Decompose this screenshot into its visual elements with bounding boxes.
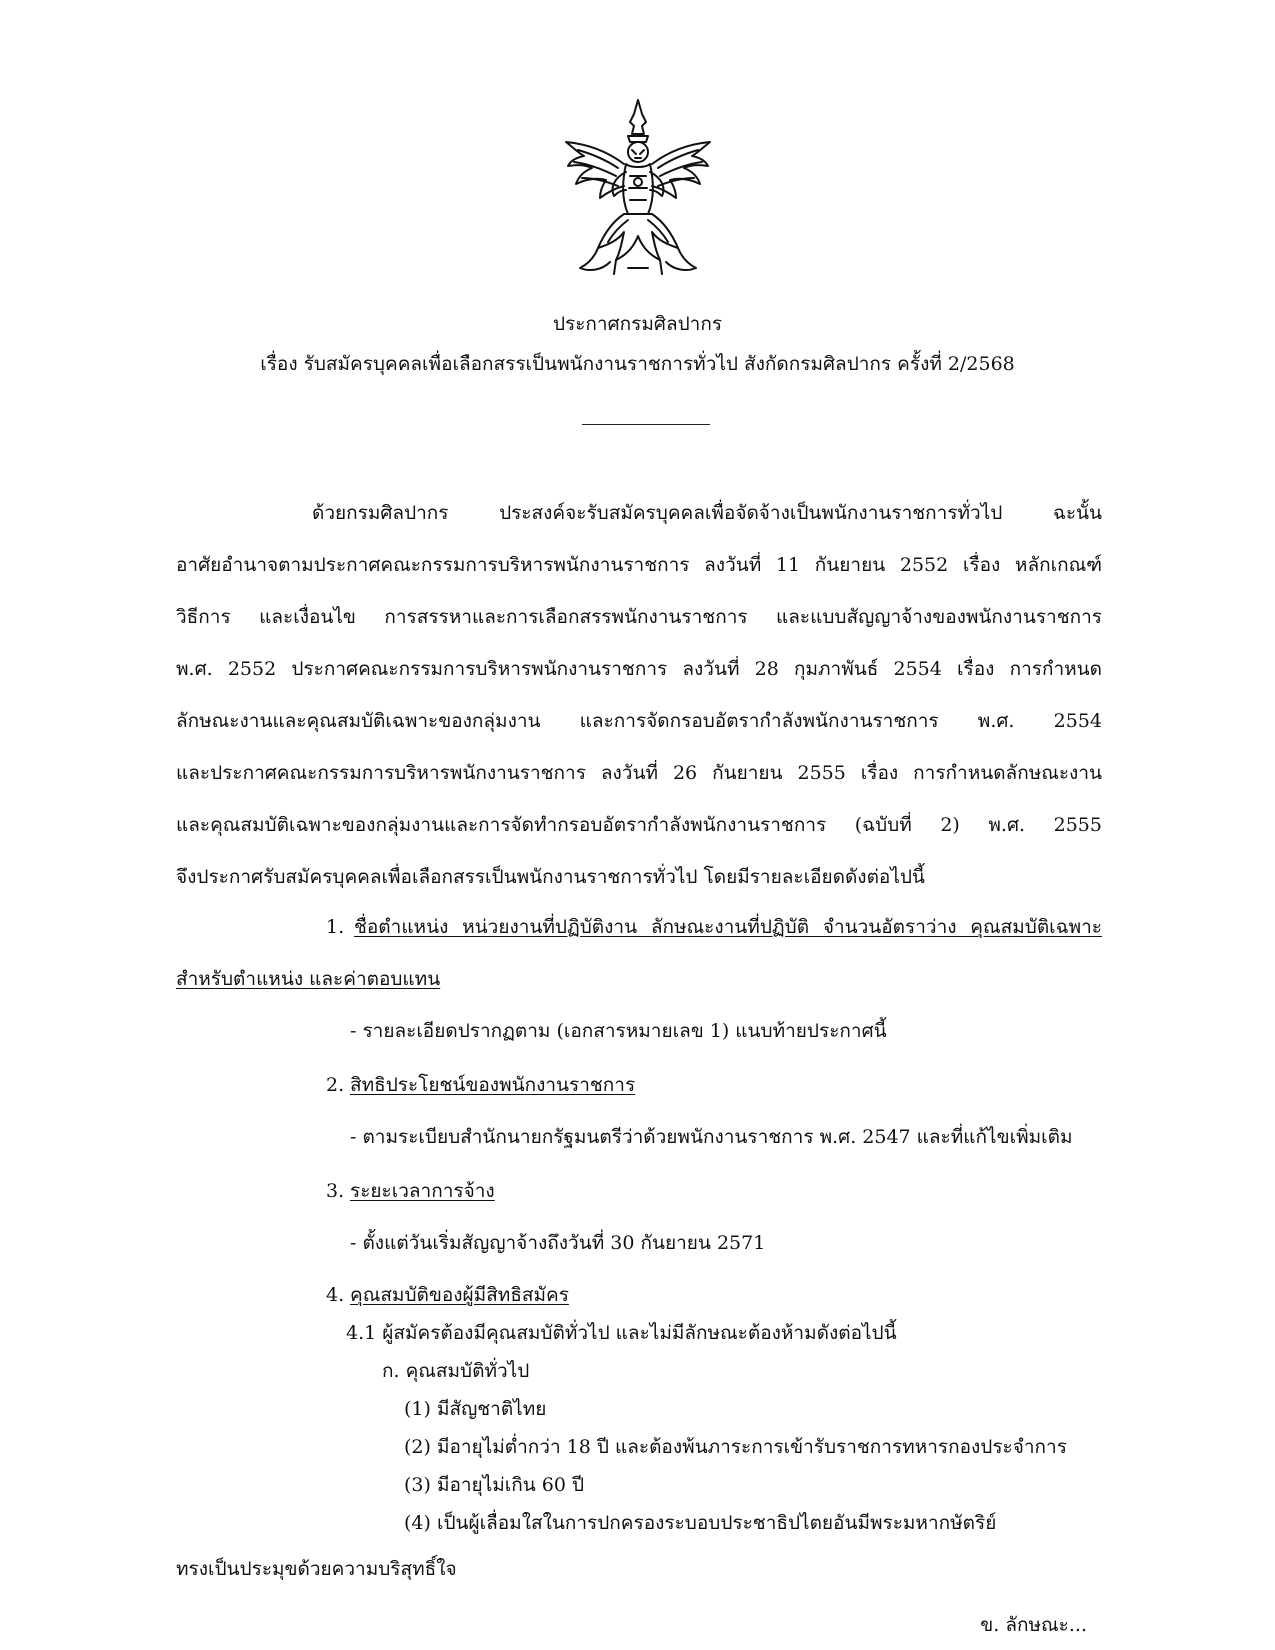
section-3-number: 3. [326, 1180, 345, 1202]
section-1-detail: - รายละเอียดปรากฏตาม (เอกสารหมายเลข 1) แนบท้ายประกาศนี้ [350, 1020, 887, 1042]
qualification-item: (1) มีสัญชาติไทย [404, 1398, 547, 1420]
page-continuation: ข. ลักษณะ... [980, 1614, 1087, 1636]
garuda-emblem-icon [558, 92, 718, 282]
section-1-number: 1. [326, 916, 345, 938]
qualification-item: (3) มีอายุไม่เกิน 60 ปี [404, 1474, 585, 1496]
announcement-subject: เรื่อง รับสมัครบุคคลเพื่อเลือกสรรเป็นพนักงานราชการทั่วไป สังกัดกรมศิลปากร ครั้งที่ 2/2568 [260, 353, 1015, 375]
intro-line-7: และคุณสมบัติเฉพาะของกลุ่มงานและการจัดทำกรอบอัตรากำลังพนักงานราชการ (ฉบับที่ 2) พ.ศ. 2555 [176, 814, 1102, 836]
intro-line-4: พ.ศ. 2552 ประกาศคณะกรรมการบริหารพนักงานราชการ ลงวันที่ 28 กุมภาพันธ์ 2554 เรื่อง การกำหนด [176, 658, 1102, 680]
section-3-heading: ระยะเวลาการจ้าง [350, 1180, 495, 1202]
announcement-title: ประกาศกรมศิลปากร [552, 313, 723, 335]
section-3-detail: - ตั้งแต่วันเริ่มสัญญาจ้างถึงวันที่ 30 กันยายน 2571 [350, 1232, 766, 1254]
intro-line-6: และประกาศคณะกรรมการบริหารพนักงานราชการ ลงวันที่ 26 กันยายน 2555 เรื่อง การกำหนดลักษณะงาน [176, 762, 1102, 784]
intro-line-8: จึงประกาศรับสมัครบุคคลเพื่อเลือกสรรเป็นพนักงานราชการทั่วไป โดยมีรายละเอียดดังต่อไปนี้ [176, 866, 925, 888]
intro-line-5: ลักษณะงานและคุณสมบัติเฉพาะของกลุ่มงาน และการจัดกรอบอัตรากำลังพนักงานราชการ พ.ศ. 2554 [176, 710, 1102, 732]
qualification-item-cont: ทรงเป็นประมุขด้วยความบริสุทธิ์ใจ [176, 1558, 457, 1580]
section-4-1: 4.1 ผู้สมัครต้องมีคุณสมบัติทั่วไป และไม่มีลักษณะต้องห้ามดังต่อไปนี้ [346, 1322, 897, 1344]
intro-line-2: อาศัยอำนาจตามประกาศคณะกรรมการบริหารพนักงานราชการ ลงวันที่ 11 กันยายน 2552 เรื่อง หลักเกณฑ์ [176, 554, 1102, 576]
intro-line-1: ด้วยกรมศิลปากร ประสงค์จะรับสมัครบุคคลเพื่อจัดจ้างเป็นพนักงานราชการทั่วไป ฉะนั้น [312, 502, 1102, 524]
intro-line-3: วิธีการ และเงื่อนไข การสรรหาและการเลือกสรรพนักงานราชการ และแบบสัญญาจ้างของพนักงานราชการ [176, 606, 1102, 628]
qualification-item: (2) มีอายุไม่ต่ำกว่า 18 ปี และต้องพ้นภาระการเข้ารับราชการทหารกองประจำการ [404, 1436, 1067, 1458]
section-4-number: 4. [326, 1284, 345, 1306]
section-2-heading: สิทธิประโยชน์ของพนักงานราชการ [350, 1074, 636, 1096]
section-2-number: 2. [326, 1074, 345, 1096]
section-1-heading-cont: สำหรับตำแหน่ง และค่าตอบแทน [176, 968, 441, 990]
section-2-detail: - ตามระเบียบสำนักนายกรัฐมนตรีว่าด้วยพนักงานราชการ พ.ศ. 2547 และที่แก้ไขเพิ่มเติม [350, 1126, 1073, 1148]
qualification-item: (4) เป็นผู้เลื่อมใสในการปกครองระบอบประชาธิปไตยอันมีพระมหากษัตริย์ [404, 1512, 997, 1534]
section-1-heading: ชื่อตำแหน่ง หน่วยงานที่ปฏิบัติงาน ลักษณะงานที่ปฏิบัติ จำนวนอัตราว่าง คุณสมบัติเฉพาะ [354, 916, 1102, 938]
title-divider [582, 424, 710, 425]
section-4-heading: คุณสมบัติของผู้มีสิทธิสมัคร [350, 1284, 569, 1306]
group-general-qualifications: ก. คุณสมบัติทั่วไป [382, 1360, 530, 1382]
